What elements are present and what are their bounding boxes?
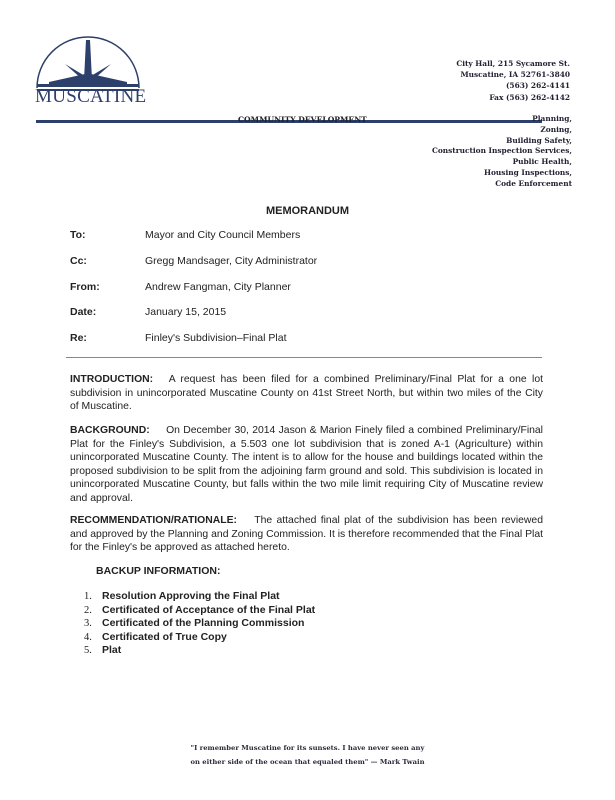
item-number: 3. xyxy=(84,618,92,629)
item-text: Certificated of the Planning Commission xyxy=(102,617,305,629)
backup-item xyxy=(84,644,315,658)
item-number: 5. xyxy=(84,645,92,656)
re-value: Finley's Subdivision–Final Plat xyxy=(145,332,287,344)
background-body: On December 30, 2014 Jason & Marion Finely filed a combined Preliminary/Final Plat for the Finley's Subdivision, a 5.503 one lot subdivision that is zoned A-1 (Agriculture) within unincorporated Muscatine County. The intent is to allow for the house and buildings located within the proposed subdivision to be split from the adjoining farm ground and sold. This subdivision is located in unincorporated Muscatine County, but falls within the two mile limit requiring City of Muscatine review and approval. xyxy=(70,425,543,504)
item-number: 1. xyxy=(84,591,92,602)
backup-item xyxy=(84,604,315,618)
service-item: Code Enforcement xyxy=(495,178,572,188)
cc-value: Gregg Mandsager, City Administrator xyxy=(145,255,318,267)
backup-item xyxy=(84,617,315,631)
recommendation-body: The attached final plat of the subdivision has been reviewed and approved by the Planning and Zoning Commission. It is therefore recommended that the Final Plat for the Finley's be approved as attached hereto. xyxy=(70,515,543,553)
backup-item xyxy=(84,590,315,604)
date-value: January 15, 2015 xyxy=(145,306,227,318)
address-line: City Hall, 215 Sycamore St. xyxy=(456,59,570,68)
quote-line: on either side of the ocean that equaled them" — Mark Twain xyxy=(190,757,425,766)
backup-heading: BACKUP INFORMATION: xyxy=(96,565,221,577)
service-item: Housing Inspections, xyxy=(484,167,572,177)
item-text: Resolution Approving the Final Plat xyxy=(102,590,280,602)
to-value: Mayor and City Council Members xyxy=(145,229,301,241)
introduction-heading: INTRODUCTION: xyxy=(70,374,154,385)
footer-quote xyxy=(0,742,615,769)
introduction-body: A request has been filed for a combined Preliminary/Final Plat for a one lot subdivision in unincorporated Muscatine County on 41st Street North, but within two miles of the City of Muscatine. xyxy=(70,374,543,412)
service-item: Building Safety, xyxy=(506,135,572,145)
memo-title: MEMORANDUM xyxy=(265,205,350,217)
cc-label: Cc: xyxy=(70,255,87,267)
service-item: Public Health, xyxy=(512,157,572,167)
date-label: Date: xyxy=(70,306,97,318)
item-text: Plat xyxy=(102,644,122,656)
backup-list xyxy=(84,590,315,658)
phone: (563) 262-4141 xyxy=(505,81,570,91)
item-number: 2. xyxy=(84,604,92,616)
recommendation-heading: RECOMMENDATION/RATIONALE: xyxy=(70,515,238,526)
recommendation-section xyxy=(70,514,543,555)
department-name: COMMUNITY DEVELOPMENT xyxy=(238,115,367,124)
service-item: Zoning, xyxy=(540,124,572,134)
quote-line: "I remember Muscatine for its sunsets. I have never seen any xyxy=(190,744,425,752)
backup-item xyxy=(84,631,315,645)
service-item: Construction Inspection Services, xyxy=(431,146,572,156)
from-value: Andrew Fangman, City Planner xyxy=(145,281,291,293)
from-label: From: xyxy=(70,281,100,293)
services-list xyxy=(432,114,572,190)
fax: Fax (563) 262-4142 xyxy=(489,92,570,102)
header-divider xyxy=(66,357,542,358)
background-heading: BACKGROUND: xyxy=(70,425,150,436)
address-line: Muscatine, IA 52761-3840 xyxy=(460,70,570,80)
introduction-section xyxy=(70,373,543,414)
muscatine-logo-icon xyxy=(35,36,141,92)
re-label: Re: xyxy=(70,332,87,344)
service-item: Planning, xyxy=(532,114,572,123)
city-hall-address xyxy=(456,58,570,103)
background-section xyxy=(70,424,543,505)
item-text: Certificated of True Copy xyxy=(102,630,227,643)
logo-text: MUSCATINE xyxy=(35,86,147,107)
to-label: To: xyxy=(70,229,86,241)
item-number: 4. xyxy=(84,631,92,643)
item-text: Certificated of Acceptance of the Final Plat xyxy=(102,603,316,616)
